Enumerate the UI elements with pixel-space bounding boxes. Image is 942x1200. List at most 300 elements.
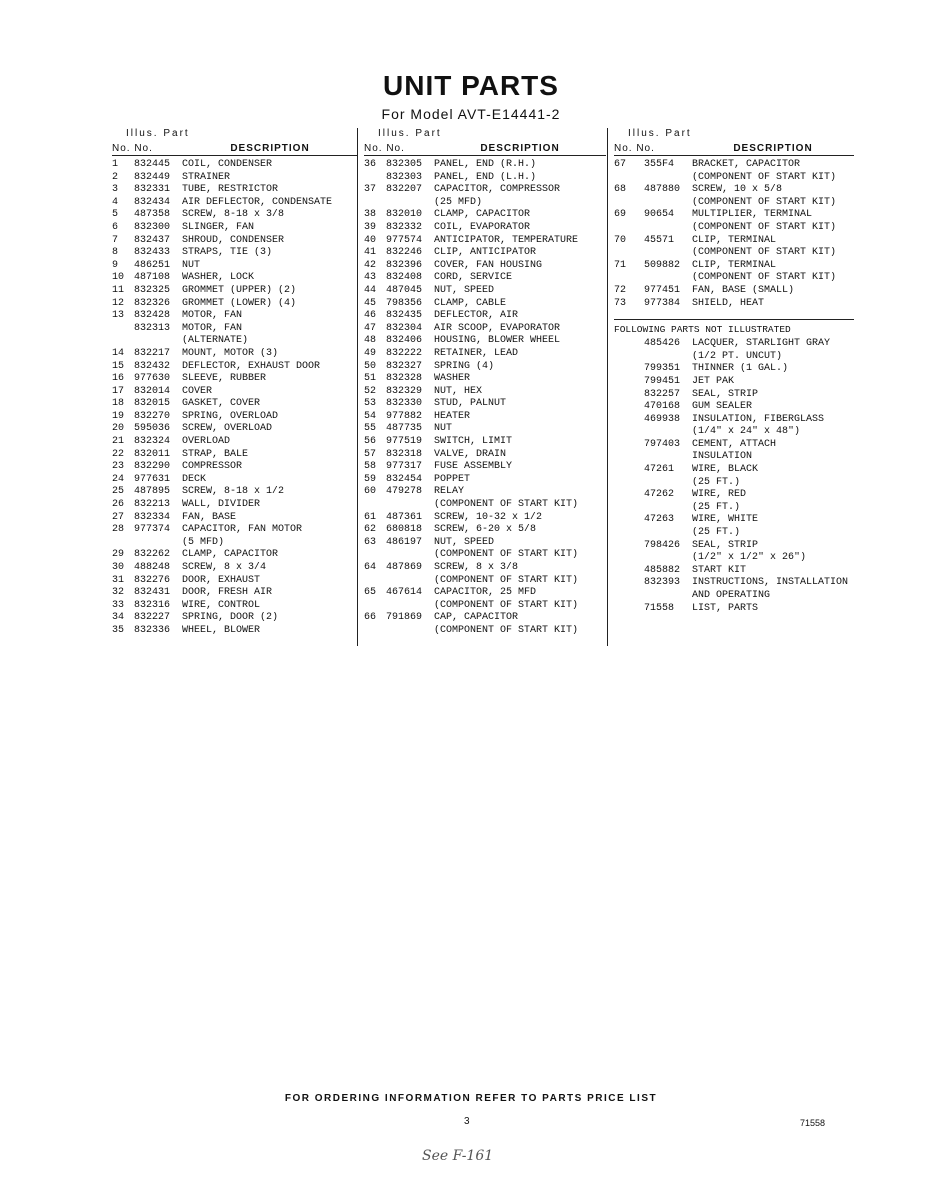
table-row [112,423,358,436]
illus-no [614,376,644,389]
table-row [614,338,854,351]
table-row [364,172,606,185]
table-row [364,373,606,386]
part-no: 832325 [134,284,171,296]
table-row [614,603,854,616]
part-no: 479278 [386,486,423,498]
illus-no [112,537,134,550]
illus-no: 29 [112,549,125,561]
illus-no [614,338,644,351]
illus-no: 72 [614,284,627,296]
illus-no: 63 [364,536,377,548]
description: (COMPONENT OF START KIT) [434,499,579,511]
illus-no: 22 [112,448,125,460]
description: (1/2" x 1/2" x 26") [692,552,807,564]
illus-no: 50 [364,360,377,372]
table-row [614,159,854,172]
description: WIRE, RED [692,489,747,501]
illus-no [614,603,644,616]
illus-no [614,565,644,578]
table-row [614,197,854,210]
illus-no [614,527,644,540]
part-no: 977630 [134,373,171,385]
parts-list [614,159,854,310]
illus-no: 31 [112,574,125,586]
part-no: 977451 [644,284,681,296]
table-row [112,335,358,348]
description: STRAPS, TIE (3) [182,247,273,259]
table-row [112,209,358,222]
part-no: 798426 [644,539,681,551]
table-row [614,247,854,260]
table-row [614,209,854,222]
illus-no [614,590,644,603]
description: NUT, SPEED [434,284,495,296]
part-no: 832222 [386,347,423,359]
part-no: 832303 [386,171,423,183]
part-no: 832408 [386,272,423,284]
table-row [614,389,854,402]
part-no: 47262 [644,489,675,501]
description: CORD, SERVICE [434,272,513,284]
illus-no: 47 [364,322,377,334]
description: PANEL, END (R.H.) [434,159,537,170]
part-no: 832445 [134,159,171,170]
table-row [364,575,606,588]
illus-no [614,477,644,490]
part-no [386,549,434,562]
part-no: 832304 [386,322,423,334]
illus-no: 4 [112,196,119,208]
column-divider-2 [607,128,608,646]
part-no: 487880 [644,184,681,196]
part-no: 487361 [386,511,423,523]
illus-no [614,272,644,285]
description: JET PAK [692,375,735,387]
description: OVERLOAD [182,436,231,448]
description: (25 FT.) [692,501,741,513]
column-header-row [614,140,854,156]
table-row [364,587,606,600]
table-row [112,159,358,172]
description: WASHER [434,373,471,385]
description: SCREW, OVERLOAD [182,423,273,435]
illus-no: 1 [112,159,119,170]
table-row [614,552,854,565]
part-no: 680818 [386,524,423,536]
part-no [644,351,692,364]
part-no: 791869 [386,612,423,624]
illus-no: 5 [112,209,119,221]
header-no: No. No. [364,143,405,154]
illus-no: 49 [364,347,377,359]
illus-no [614,464,644,477]
part-no: 832326 [134,297,171,309]
illus-no: 42 [364,259,377,271]
description: GROMMET (UPPER) (2) [182,284,297,296]
description: CEMENT, ATTACH [692,438,777,450]
description: (25 FT.) [692,527,741,539]
table-row [112,247,358,260]
table-row [364,260,606,273]
table-row [112,436,358,449]
illus-no [364,172,386,185]
description: CLAMP, CABLE [434,297,507,309]
illus-no: 34 [112,612,125,624]
table-row [364,361,606,374]
table-row [614,577,854,590]
illus-no [614,514,644,527]
description: STRAP, BALE [182,448,249,460]
part-no: 487108 [134,272,171,284]
description: CLIP, TERMINAL [692,234,777,246]
description: GASKET, COVER [182,398,261,410]
page-number: 3 [464,1116,470,1127]
part-no: 832449 [134,171,171,183]
description: STUD, PALNUT [434,398,507,410]
table-row [614,235,854,248]
illus-no: 19 [112,410,125,422]
description: HOUSING, BLOWER WHEEL [434,335,561,347]
illus-no: 33 [112,599,125,611]
table-row [364,184,606,197]
table-row [112,587,358,600]
description: ANTICIPATOR, TEMPERATURE [434,234,579,246]
description: COVER [182,385,213,397]
description: SCREW, 8 x 3/8 [434,562,519,573]
illus-no [614,451,644,464]
table-row [364,449,606,462]
illus-no: 54 [364,410,377,422]
parts-list [112,159,358,638]
table-row [112,348,358,361]
table-row [364,600,606,613]
part-no: 832336 [134,624,171,636]
description: COVER, FAN HOUSING [434,259,543,271]
description: WASHER, LOCK [182,272,255,284]
description: SCREW, 10-32 x 1/2 [434,511,543,523]
illus-no: 13 [112,310,125,322]
part-no: 509882 [644,259,681,271]
description: RELAY [434,486,465,498]
description: INSULATION [692,451,753,463]
description: SCREW, 6-20 x 5/8 [434,524,537,536]
part-no: 832431 [134,587,171,599]
table-row [614,540,854,553]
table-row [112,449,358,462]
part-no [644,502,692,515]
table-row [112,612,358,625]
description: CAP, CAPACITOR [434,612,519,624]
part-no [386,575,434,588]
description: (COMPONENT OF START KIT) [434,574,579,586]
part-no: 977631 [134,473,171,485]
illus-no: 39 [364,221,377,233]
table-row [364,222,606,235]
part-no: 977519 [386,436,423,448]
illus-no: 59 [364,473,377,485]
description: FUSE ASSEMBLY [434,461,513,473]
illus-no: 46 [364,310,377,322]
table-row [364,625,606,638]
table-row [364,512,606,525]
illus-no: 20 [112,423,125,435]
illus-no: 10 [112,272,125,284]
part-no: 487045 [386,284,423,296]
illus-no: 68 [614,184,627,196]
illus-no: 64 [364,562,377,573]
illus-no: 2 [112,171,119,183]
column-header-illus-part: Illus. Part [126,128,190,139]
part-no: 832316 [134,599,171,611]
part-no: 832227 [134,612,171,624]
table-row [364,247,606,260]
table-row [112,549,358,562]
table-row [614,351,854,364]
table-row [364,298,606,311]
table-row [364,310,606,323]
part-no: 832434 [134,196,171,208]
illus-no: 9 [112,259,119,271]
part-no: 45571 [644,234,675,246]
part-no [386,499,434,512]
description: NUT, HEX [434,385,483,397]
table-row [364,197,606,210]
part-no: 832328 [386,373,423,385]
description: PANEL, END (L.H.) [434,171,537,183]
description: SPRING, OVERLOAD [182,410,279,422]
illus-no [614,540,644,553]
description: SPRING (4) [434,360,495,372]
illus-no: 11 [112,284,125,296]
illus-no: 44 [364,284,377,296]
description: SLINGER, FAN [182,221,255,233]
table-row [112,537,358,550]
description: AND OPERATING [692,590,771,601]
description: (COMPONENT OF START KIT) [434,624,579,636]
table-row [112,373,358,386]
part-no [386,625,434,638]
part-no: 832318 [386,448,423,460]
description: TUBE, RESTRICTOR [182,184,279,196]
illus-no: 18 [112,398,125,410]
part-no: 487869 [386,562,423,573]
description: SEAL, STRIP [692,388,759,400]
illus-no: 70 [614,234,627,246]
part-no: 832246 [386,247,423,259]
illus-no: 69 [614,209,627,221]
description: SPRING, DOOR (2) [182,612,279,624]
illus-no [614,577,644,590]
description: WIRE, BLACK [692,464,759,476]
illus-no: 71 [614,259,627,271]
table-row [364,235,606,248]
description: (COMPONENT OF START KIT) [692,171,837,183]
table-row [614,414,854,427]
part-no: 798356 [386,297,423,309]
part-no [644,552,692,565]
illus-no: 58 [364,461,377,473]
illus-no: 32 [112,587,125,599]
table-row [112,411,358,424]
description: SWITCH, LIMIT [434,436,513,448]
illus-no [364,549,386,562]
illus-no: 56 [364,436,377,448]
illus-no: 67 [614,159,627,170]
description: NUT [182,259,201,271]
illus-no: 35 [112,624,125,636]
illus-no: 14 [112,347,125,359]
description: DOOR, FRESH AIR [182,587,273,599]
table-row [364,209,606,222]
description: SEAL, STRIP [692,539,759,551]
table-row [112,575,358,588]
illus-no [614,502,644,515]
description: NUT [434,423,453,435]
description: INSTRUCTIONS, INSTALLATION [692,577,849,589]
part-no: 467614 [386,587,423,599]
illus-no: 60 [364,486,377,498]
table-row [614,527,854,540]
illus-no [614,172,644,185]
illus-no: 8 [112,247,119,259]
description: MOUNT, MOTOR (3) [182,347,279,359]
illus-no: 53 [364,398,377,410]
description: SCREW, 8 x 3/4 [182,562,267,573]
part-no: 488248 [134,562,171,573]
illus-no [364,600,386,613]
part-no: 832010 [386,209,423,221]
header-no: No. No. [614,143,655,154]
illus-no [364,499,386,512]
table-row [364,411,606,424]
description: COIL, CONDENSER [182,159,273,170]
description: (1/2 PT. UNCUT) [692,350,783,362]
illus-no: 38 [364,209,377,221]
handwritten-note: See F-161 [422,1148,494,1164]
description: NUT, SPEED [434,536,495,548]
illus-no: 65 [364,587,377,599]
part-no: 832015 [134,398,171,410]
table-row [112,310,358,323]
illus-no: 55 [364,423,377,435]
illus-no: 26 [112,499,125,511]
illus-no: 43 [364,272,377,284]
table-row [112,184,358,197]
part-no: 47263 [644,514,675,526]
description: SHIELD, HEAT [692,297,765,309]
part-no: 832262 [134,549,171,561]
part-no: 977317 [386,461,423,473]
illus-no [614,247,644,260]
part-no: 977574 [386,234,423,246]
part-no: 832011 [134,448,171,460]
description: DEFLECTOR, AIR [434,310,519,322]
part-no: 832014 [134,385,171,397]
table-row [112,285,358,298]
description: SCREW, 8-18 x 3/8 [182,209,285,221]
description: MOTOR, FAN [182,322,243,334]
description: (COMPONENT OF START KIT) [692,196,837,208]
table-row [614,451,854,464]
part-no: 832313 [134,322,171,334]
description: COIL, EVAPORATOR [434,221,531,233]
table-row [364,562,606,575]
description: GROMMET (LOWER) (4) [182,297,297,309]
illus-no: 45 [364,297,377,309]
table-row [614,272,854,285]
part-no [644,222,692,235]
description: AIR DEFLECTOR, CONDENSATE [182,196,333,208]
table-row [614,285,854,298]
description: STRAINER [182,171,231,183]
table-row [364,423,606,436]
description: CLIP, ANTICIPATOR [434,247,537,259]
illus-no: 73 [614,297,627,309]
illus-no [614,439,644,452]
description: (COMPONENT OF START KIT) [692,221,837,233]
table-row [112,461,358,474]
part-no: 832207 [386,184,423,196]
table-row [112,272,358,285]
part-no: 469938 [644,413,681,425]
part-no: 487358 [134,209,171,221]
column-header-row [364,140,606,156]
part-no: 485882 [644,564,681,576]
description: SCREW, 10 x 5/8 [692,184,783,196]
table-row [112,512,358,525]
header-description: DESCRIPTION [480,143,560,154]
table-row [112,600,358,613]
description: (25 MFD) [434,196,483,208]
description: (COMPONENT OF START KIT) [692,247,837,259]
description: SHROUD, CONDENSER [182,234,285,246]
part-no: 485426 [644,338,681,350]
illus-no [614,363,644,376]
part-no: 832432 [134,360,171,372]
part-no [644,172,692,185]
part-no: 977882 [386,410,423,422]
part-no [134,335,182,348]
table-row [364,272,606,285]
table-row [614,590,854,603]
illus-no: 40 [364,234,377,246]
illus-no: 36 [364,159,377,170]
part-no [644,197,692,210]
illus-no: 28 [112,524,125,536]
model-subtitle: For Model AVT-E14441-2 [381,106,561,122]
illus-no: 6 [112,221,119,233]
part-no: 487735 [386,423,423,435]
table-row [614,426,854,439]
illus-no [614,552,644,565]
description: (COMPONENT OF START KIT) [434,599,579,611]
description: SLEEVE, RUBBER [182,373,267,385]
table-row [112,260,358,273]
description: CLIP, TERMINAL [692,259,777,271]
part-no [644,477,692,490]
part-no: 595036 [134,423,171,435]
part-no: 832454 [386,473,423,485]
column-header-row [112,140,358,156]
table-row [112,197,358,210]
illus-no: 62 [364,524,377,536]
illus-no [614,351,644,364]
table-row [364,549,606,562]
description: DECK [182,473,207,485]
table-row [112,625,358,638]
part-no: 832329 [386,385,423,397]
